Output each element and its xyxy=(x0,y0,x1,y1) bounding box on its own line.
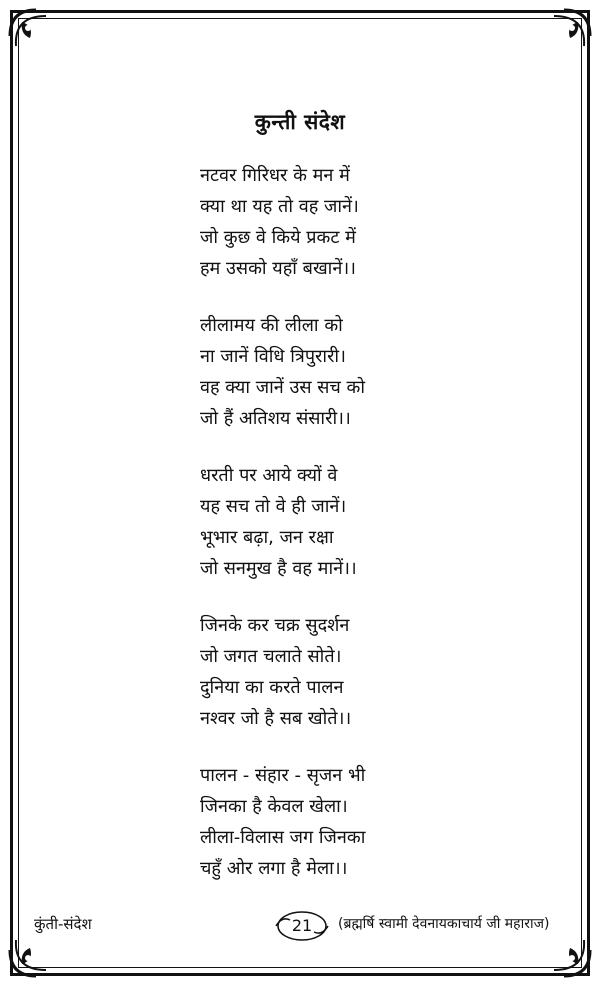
poem-line: जो जगत चलाते सोते। xyxy=(200,646,342,667)
page-number: 21 xyxy=(291,916,313,935)
page-footer xyxy=(0,908,600,944)
poem-line: जो सनमुख है वह मानें।। xyxy=(200,558,357,579)
poem-line: चहुँ ओर लगा है मेला।। xyxy=(200,858,348,879)
poem-line: लीलामय की लीला को xyxy=(200,315,343,336)
book-title: कुंती-संदेश xyxy=(34,915,92,933)
poem-line: लीला-विलास जग जिनका xyxy=(200,827,366,848)
corner-ornament-icon xyxy=(6,6,66,66)
poem-title: कुन्ती संदेश xyxy=(254,110,346,134)
poem-line: नटवर गिरिधर के मन में xyxy=(200,165,350,186)
poem-line: यह सच तो वे ही जानें। xyxy=(200,496,347,517)
poem-line: भूभार बढ़ा, जन रक्षा xyxy=(200,527,334,548)
poem-line: हम उसको यहाँ बखानें।। xyxy=(200,258,356,279)
poem-line: ना जानें विधि त्रिपुरारी। xyxy=(200,346,346,367)
stanza xyxy=(200,310,430,434)
corner-ornament-icon xyxy=(534,6,594,66)
poem-line: पालन - संहार - सृजन भी xyxy=(200,765,366,786)
poem-line: क्या था यह तो वह जानें। xyxy=(200,196,359,217)
poem-line: नश्वर जो है सब खोते।। xyxy=(200,708,352,729)
poem-line: जो कुछ वे किये प्रकट में xyxy=(200,227,356,248)
poem-line: वह क्या जानें उस सच को xyxy=(200,377,366,398)
page-number-badge xyxy=(274,908,330,944)
poem-line: दुनिया का करते पालन xyxy=(200,677,344,698)
poem-body xyxy=(200,160,430,910)
poem-line: जिनके कर चक्र सुदर्शन xyxy=(200,615,350,636)
poem-line: जो हैं अतिशय संसारी।। xyxy=(200,408,351,429)
poem-line: जिनका है केवल खेला। xyxy=(200,796,348,817)
stanza xyxy=(200,760,430,884)
stanza xyxy=(200,460,430,584)
poem-line: धरती पर आये क्यों वे xyxy=(200,465,338,486)
author-credit: (ब्रह्मर्षि स्वामी देवनायकाचार्य जी महाराज) xyxy=(338,916,550,932)
stanza xyxy=(200,610,430,734)
stanza xyxy=(200,160,430,284)
